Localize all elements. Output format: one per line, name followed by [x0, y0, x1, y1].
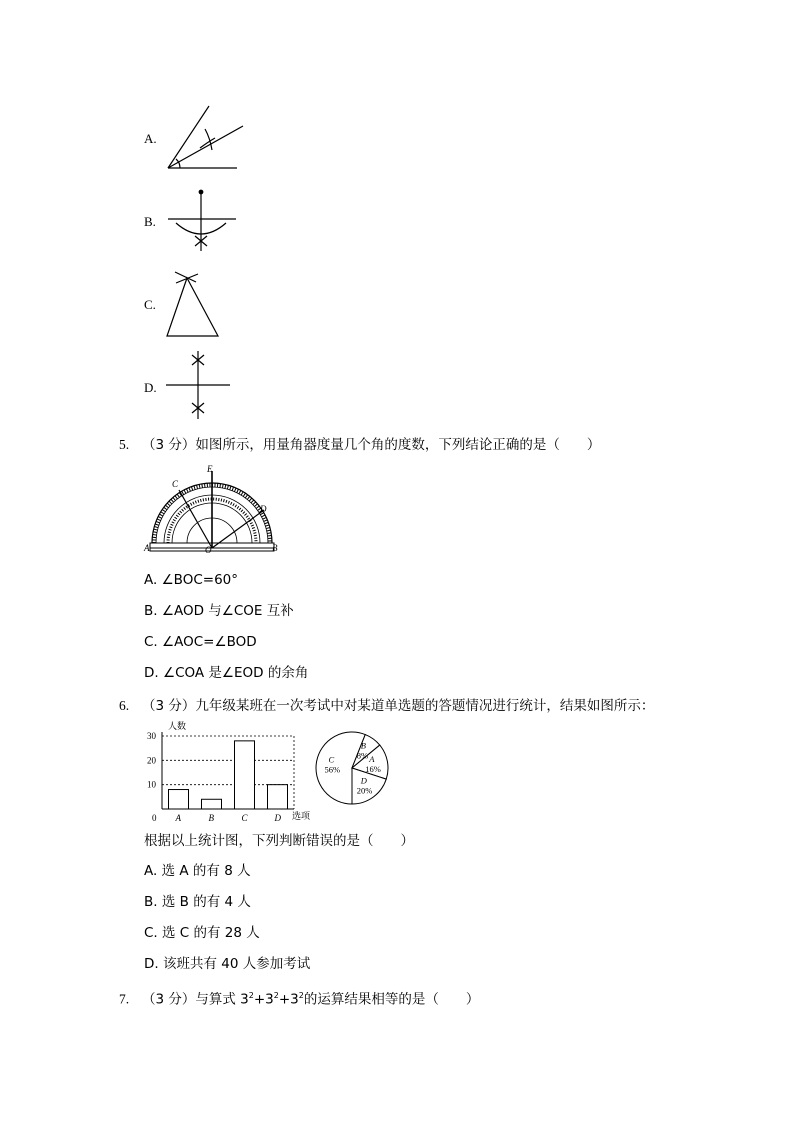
- q4-option-b-label: B.: [144, 214, 156, 229]
- q6-pie-chart: [312, 728, 394, 810]
- bar-chart-ylabel: 人数: [168, 721, 187, 731]
- q7-plus-2: +3: [278, 991, 299, 1008]
- q7-exp-1: 2: [248, 991, 254, 1000]
- bar-y-tick-label: 0: [152, 813, 157, 823]
- q6-followup: 根据以上统计图，下列判断错误的是（ ）: [144, 833, 414, 849]
- bar-A: [169, 790, 189, 809]
- bar-x-tick-label: D: [274, 813, 281, 823]
- bar-y-tick-label: 10: [147, 779, 156, 790]
- q5-label-d: D: [260, 504, 267, 514]
- q4-option-d-label: D.: [144, 380, 157, 395]
- bar-D: [268, 785, 288, 809]
- q7-stem: [119, 987, 479, 1009]
- q7-stem-pre: （3 分）与算式 3: [142, 991, 249, 1008]
- q7-stem-post: 的运算结果相等的是（ ）: [303, 991, 480, 1008]
- bar-C: [235, 741, 255, 809]
- bar-y-tick-label: 20: [147, 755, 156, 766]
- q4-option-d-figure: [160, 347, 238, 422]
- q7-plus-1: +3: [253, 991, 274, 1008]
- bar-chart-bars: [169, 741, 288, 809]
- q5-stem: [119, 436, 600, 454]
- q6-option-b: B. 选 B 的有 4 人: [144, 894, 251, 910]
- q5-label-e: E: [207, 464, 213, 474]
- bar-x-tick-label: A: [175, 813, 181, 823]
- pie-slice-percent: 8%: [356, 750, 369, 761]
- q6-bar-chart: [140, 718, 320, 824]
- q4-option-a-label: A.: [144, 131, 157, 146]
- q4-option-a-figure: [160, 100, 250, 175]
- pie-slice-label: B: [360, 740, 366, 751]
- q7-exp-3: 2: [298, 991, 304, 1000]
- q5-option-b: B. ∠AOD 与∠COE 互补: [144, 603, 294, 619]
- bar-chart-xlabel: 选项: [292, 811, 311, 821]
- pie-slice-label: C: [328, 754, 335, 765]
- pie-slice-percent: 56%: [324, 764, 341, 775]
- q6-number: 6.: [119, 698, 130, 713]
- q4-option-c-label: C.: [144, 297, 156, 312]
- q4-option-b-figure: [160, 183, 240, 255]
- q5-label-c: C: [172, 479, 179, 489]
- q5-option-d: D. ∠COA 是∠EOD 的余角: [144, 665, 309, 681]
- q5-stem-text: （3 分）如图所示，用量角器度量几个角的度数，下列结论正确的是（ ）: [142, 437, 601, 453]
- q5-label-a: A: [144, 543, 150, 553]
- bar-y-tick-label: 30: [147, 731, 156, 741]
- q4-option-c-figure: [160, 268, 230, 340]
- pie-slice-label: D: [360, 775, 367, 786]
- q5-option-c: C. ∠AOC=∠BOD: [144, 634, 257, 650]
- q5-label-o: O: [205, 545, 212, 555]
- q6-option-c: C. 选 C 的有 28 人: [144, 925, 260, 941]
- bar-x-tick-label: B: [208, 813, 214, 823]
- q7-number: 7.: [119, 991, 130, 1007]
- pie-slice-label: A: [369, 753, 375, 764]
- pie-slice-percent: 20%: [356, 785, 373, 796]
- q6-option-d: D. 该班共有 40 人参加考试: [144, 956, 311, 972]
- bar-B: [202, 799, 222, 809]
- pie-slice-percent: 16%: [365, 763, 381, 774]
- q5-label-b: B: [272, 543, 278, 553]
- q5-number: 5.: [119, 437, 130, 452]
- q6-stem: [119, 697, 654, 715]
- q7-exp-2: 2: [273, 991, 279, 1000]
- q6-stem-text: （3 分）九年级某班在一次考试中对某道单选题的答题情况进行统计，结果如图所示：: [142, 698, 655, 714]
- q6-option-a: A. 选 A 的有 8 人: [144, 863, 251, 879]
- bar-chart-y-ticks: [147, 731, 157, 823]
- bar-chart-x-ticks: [175, 813, 282, 823]
- bar-x-tick-label: C: [241, 813, 248, 823]
- q5-option-a: A. ∠BOC=60°: [144, 572, 238, 588]
- q5-protractor-figure: [142, 462, 282, 556]
